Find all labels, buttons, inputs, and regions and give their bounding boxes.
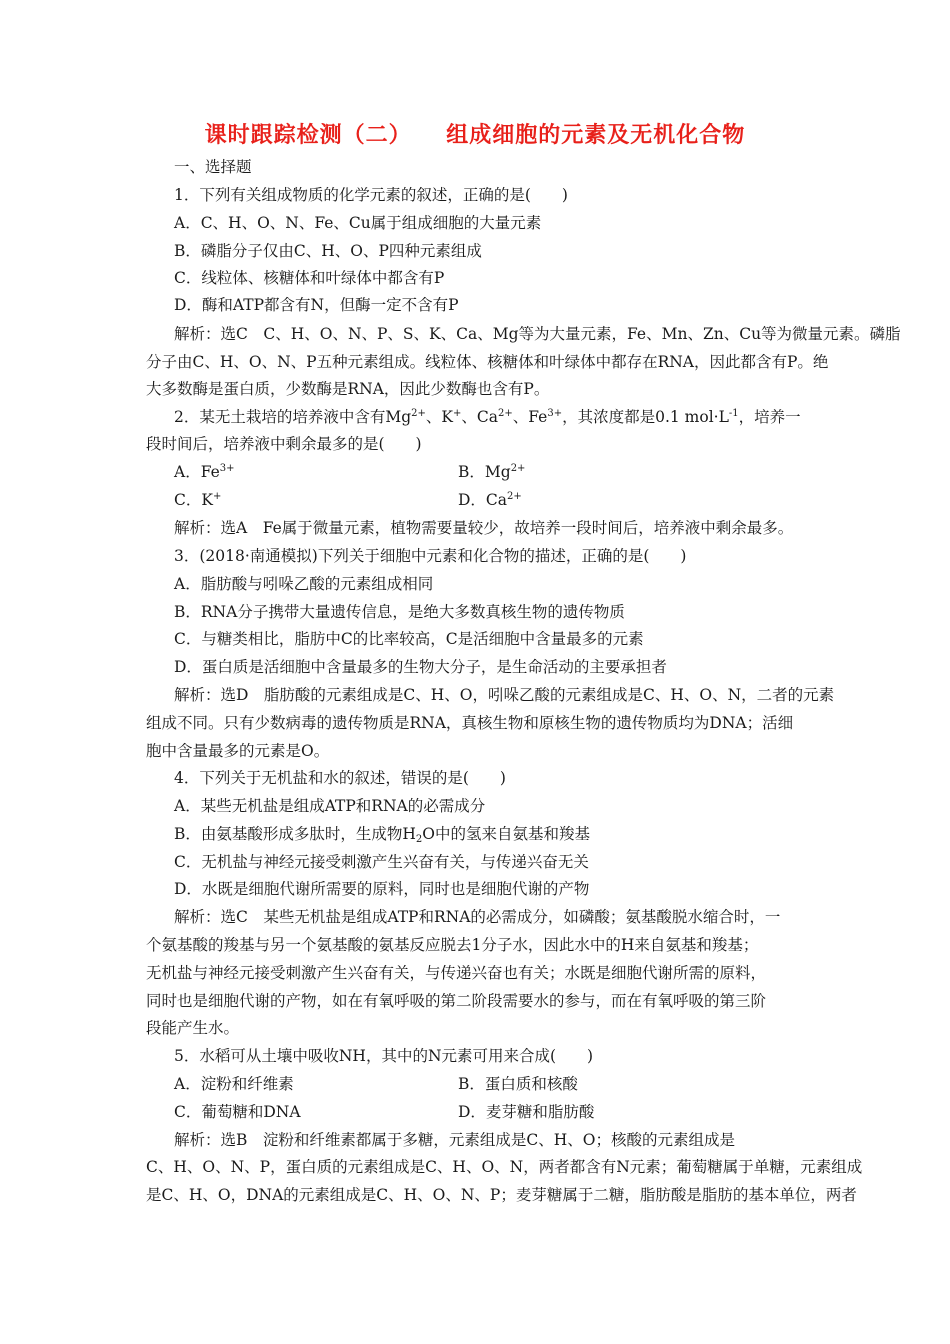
question-2-stem-line: 段时间后，培养液中剩余最多的是( ) [146,435,422,453]
question-4-option-c: C．无机盐与神经元接受刺激产生兴奋有关，与传递兴奋无关 [174,853,589,871]
question-2-stem: 2．某无土栽培的培养液中含有$Mg^{2+}$、K+、$Ca^{2+}$、$Fe^{3+}$，其浓度都是0.1 $mol\cdot L^{-1}$，培养一 [174,408,801,426]
question-4-explanation-line: 个氨基酸的羧基与另一个氨基酸的氨基反应脱去1分子水，因此水中的H来自氨基和羧基； [146,936,759,954]
question-2-option-b: B．$Mg^{2+}$ [458,463,526,481]
question-1-explanation-line: 解析：选C C、H、O、N、P、S、K、Ca、Mg等为大量元素，Fe、Mn、Zn、Cu等为微量元素。磷脂 [174,325,901,343]
question-5-option-b: B．蛋白质和核酸 [458,1075,578,1093]
question-1-stem: 1．下列有关组成物质的化学元素的叙述，正确的是( ) [174,186,568,204]
question-2-option-d: D．$Ca^{2+}$ [458,491,522,509]
question-2-option-c: C．K+ [174,491,222,509]
question-4-explanation-line: 段能产生水。 [146,1019,240,1037]
question-3-option-b: B．RNA分子携带大量遗传信息，是绝大多数真核生物的遗传物质 [174,603,625,621]
question-5-option-c: C．葡萄糖和DNA [174,1103,301,1121]
question-2-option-a: A．$Fe^{3+}$ [174,463,235,481]
question-4-explanation-line: 同时也是细胞代谢的产物，如在有氧呼吸的第二阶段需要水的参与，而在有氧呼吸的第三阶 [146,992,767,1010]
question-3-explanation-line: 胞中含量最多的元素是O。 [146,742,330,760]
question-5-explanation-line: 解析：选B 淀粉和纤维素都属于多糖，元素组成是C、H、O；核酸的元素组成是 [174,1131,735,1149]
question-4-option-d: D．水既是细胞代谢所需要的原料，同时也是细胞代谢的产物 [174,880,590,898]
question-1-option-a: A．C、H、O、N、Fe、Cu属于组成细胞的大量元素 [174,214,542,232]
question-3-option-c: C．与糖类相比，脂肪中C的比率较高，C是活细胞中含量最多的元素 [174,630,644,648]
question-1-option-c: C．线粒体、核糖体和叶绿体中都含有P [174,269,445,287]
question-3-option-d: D．蛋白质是活细胞中含量最多的生物大分子，是生命活动的主要承担者 [174,658,667,676]
question-3-explanation-line: 组成不同。只有少数病毒的遗传物质是RNA，真核生物和原核生物的遗传物质均为DNA；活细 [146,714,794,732]
question-5-explanation-line: 是C、H、O，DNA的元素组成是C、H、O、N、P；麦芽糖属于二糖，脂肪酸是脂肪的基本单位，两者 [146,1186,857,1204]
question-1-explanation-line: 分子由C、H、O、N、P五种元素组成。线粒体、核糖体和叶绿体中都存在RNA，因此都含有P。绝 [146,353,829,371]
question-1-option-b: B．磷脂分子仅由C、H、O、P四种元素组成 [174,242,482,260]
question-4-option-a: A．某些无机盐是组成ATP和RNA的必需成分 [174,797,486,815]
question-3-option-a: A．脂肪酸与吲哚乙酸的元素组成相同 [174,575,434,593]
question-5-option-a: A．淀粉和纤维素 [174,1075,294,1093]
question-5-explanation-line: C、H、O、N、P，蛋白质的元素组成是C、H、O、N，两者都含有N元素；葡萄糖属于单糖，元素组成 [146,1158,863,1176]
question-2-explanation-line: 解析：选A Fe属于微量元素，植物需要量较少，故培养一段时间后，培养液中剩余最多。 [174,519,794,537]
question-4-explanation-line: 解析：选C 某些无机盐是组成ATP和RNA的必需成分，如磷酸；氨基酸脱水缩合时，一 [174,908,781,926]
question-3-explanation-line: 解析：选D 脂肪酸的元素组成是C、H、O，吲哚乙酸的元素组成是C、H、O、N，二者的元素 [174,686,835,704]
page-title: 课时跟踪检测（二） 组成细胞的元素及无机化合物 [204,123,746,148]
question-4-stem: 4．下列关于无机盐和水的叙述，错误的是( ) [174,769,506,787]
question-3-stem: 3．(2018·南通模拟)下列关于细胞中元素和化合物的描述，正确的是( ) [174,547,687,565]
question-5-option-d: D．麦芽糖和脂肪酸 [458,1103,595,1121]
question-4-option-b: B．由氨基酸形成多肽时，生成物$H_2O$中的氢来自氨基和羧基 [174,825,591,845]
question-4-explanation-line: 无机盐与神经元接受刺激产生兴奋有关，与传递兴奋也有关；水既是细胞代谢所需的原料， [146,964,767,982]
question-1-explanation-line: 大多数酶是蛋白质，少数酶是RNA，因此少数酶也含有P。 [146,380,550,398]
section-heading: 一、选择题 [174,158,252,176]
question-5-stem: 5．水稻可从土壤中吸收NH，其中的N元素可用来合成( ) [174,1047,594,1065]
question-1-option-d: D．酶和ATP都含有N，但酶一定不含有P [174,296,459,314]
